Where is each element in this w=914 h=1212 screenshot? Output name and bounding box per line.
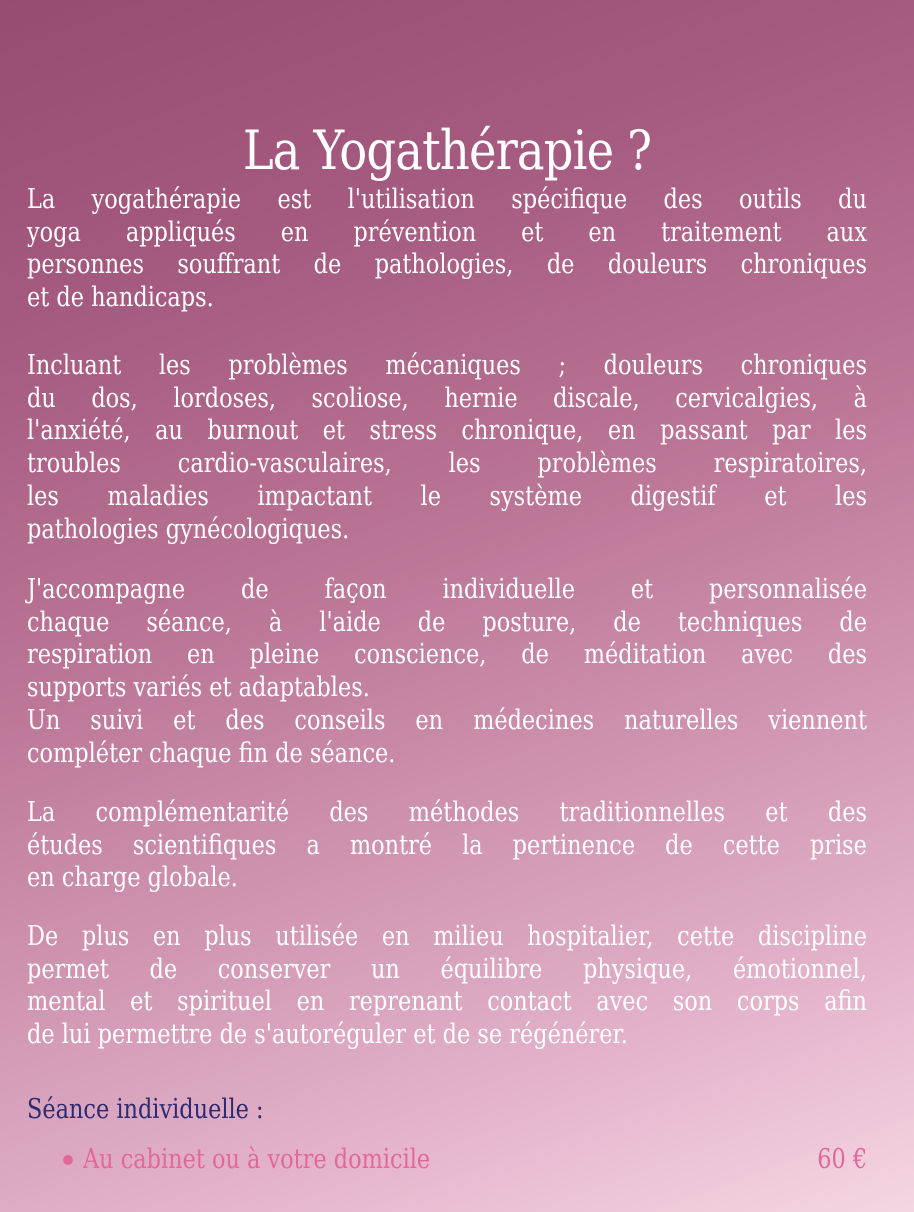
- paragraph-science: [27, 797, 867, 895]
- text-line: Incluant les problèmes mécaniques ; douleurs chroniques: [27, 350, 867, 381]
- text-line: pathologies gynécologiques.: [27, 513, 350, 545]
- text-line: supports variés et adaptables.: [27, 672, 370, 704]
- paragraph-intro: [27, 184, 867, 315]
- text-line: l'anxiété, au burnout et stress chronique, en passant par les: [27, 415, 867, 447]
- text-line: compléter chaque fin de séance.: [27, 737, 396, 769]
- paragraph-hospital: [27, 921, 867, 1052]
- price-item-label: Au cabinet ou à votre domicile: [83, 1144, 431, 1175]
- text-line: troubles cardio-vasculaires, les problèmes respiratoires,: [27, 448, 867, 480]
- text-line: mental et spirituel en reprenant contact avec son corps afin: [27, 986, 867, 1018]
- text-line: permet de conserver un équilibre physique, émotionnel,: [27, 953, 867, 985]
- price-item-value: 60 €: [817, 1144, 867, 1175]
- session-section-label: Séance individuelle :: [27, 1094, 264, 1125]
- page-title: La Yogathérapie ?: [242, 119, 652, 183]
- text-line: les maladies impactant le système digestif et les: [27, 480, 867, 512]
- text-line: et de handicaps.: [27, 282, 214, 314]
- text-line: yoga appliqués en prévention et en traitement aux: [27, 216, 867, 248]
- price-list-item: [63, 1143, 867, 1177]
- bullet-dot-icon: [63, 1155, 73, 1165]
- text-line: études scientifiques a montré la pertinence de cette prise: [27, 829, 867, 861]
- text-line: La yogathérapie est l'utilisation spécifique des outils du: [27, 184, 867, 215]
- text-line: respiration en pleine conscience, de méditation avec des: [27, 639, 867, 671]
- text-line: La complémentarité des méthodes traditionnelles et des: [27, 797, 867, 828]
- text-line: du dos, lordoses, scoliose, hernie discale, cervicalgies, à: [27, 382, 867, 414]
- text-line: De plus en plus utilisée en milieu hospitalier, cette discipline: [27, 921, 867, 952]
- text-line: J'accompagne de façon individuelle et personnalisée: [27, 574, 867, 605]
- paragraph-approach: [27, 574, 867, 770]
- text-line: chaque séance, à l'aide de posture, de techniques de: [27, 606, 867, 638]
- paragraph-conditions: [27, 350, 867, 546]
- text-line: Un suivi et des conseils en médecines naturelles viennent: [27, 704, 867, 736]
- text-line: personnes souffrant de pathologies, de douleurs chroniques: [27, 249, 867, 281]
- text-line: en charge globale.: [27, 862, 238, 894]
- text-line: de lui permettre de s'autoréguler et de se régénérer.: [27, 1019, 628, 1051]
